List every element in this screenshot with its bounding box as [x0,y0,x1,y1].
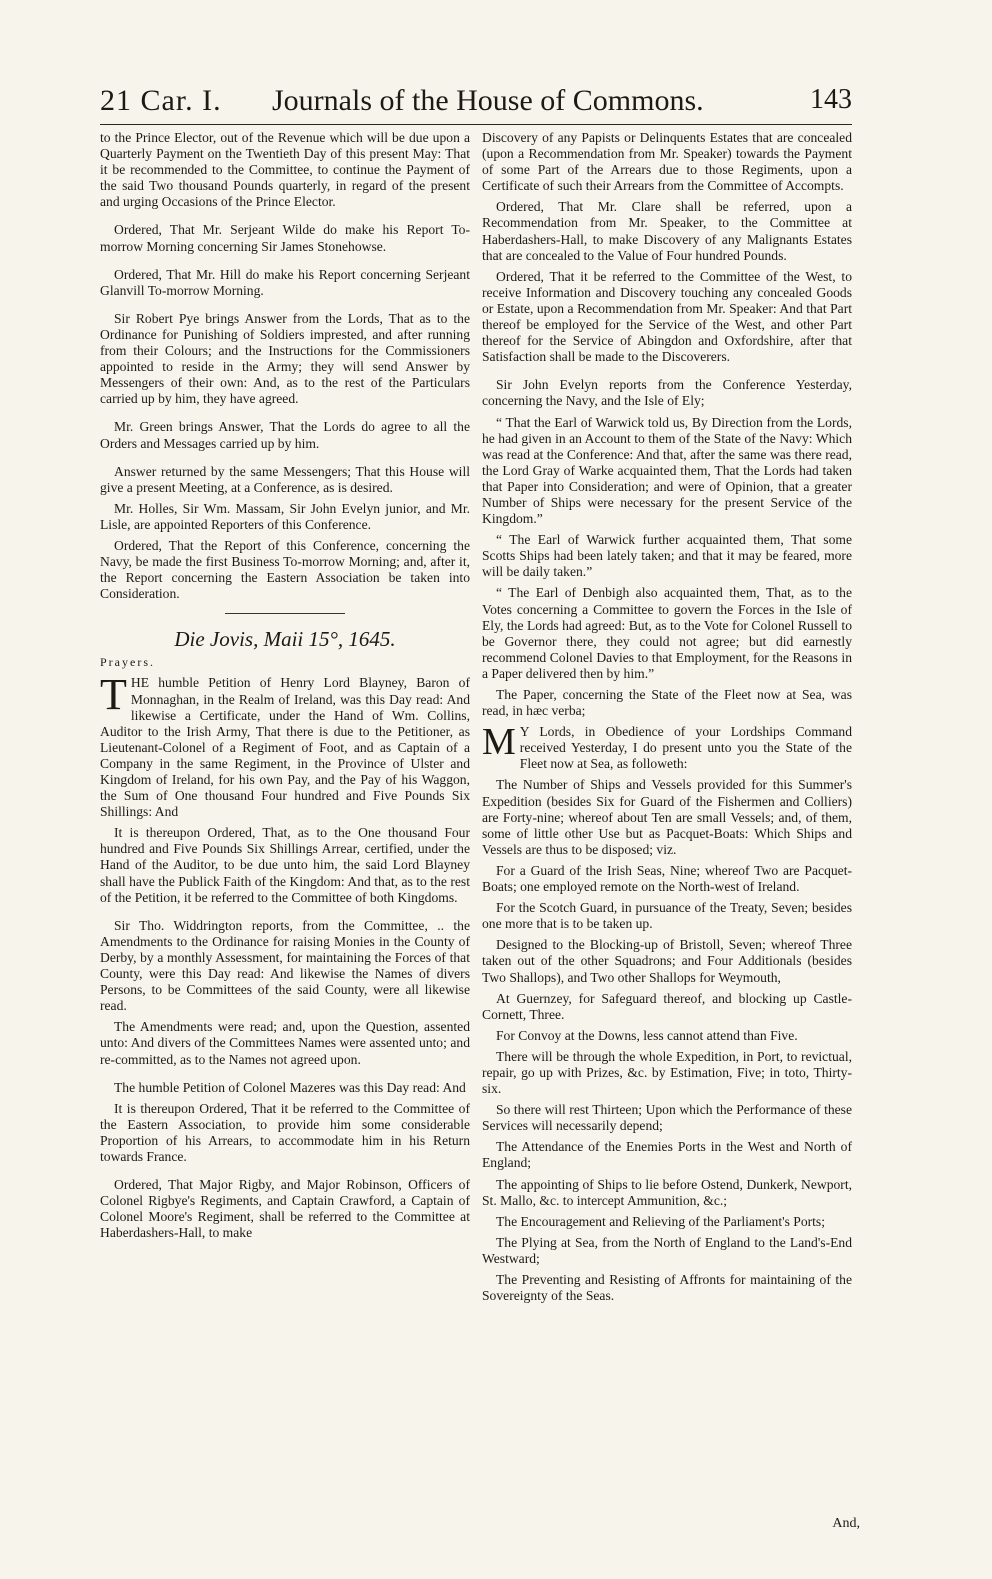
paragraph: The Plying at Sea, from the North of England to the Land's-End Westward; [482,1234,852,1266]
paragraph: to the Prince Elector, out of the Revenue which will be due upon a Quarterly Payment on the Twentieth Day of this present May: That it be recommended to the Committee, to continue the Payment of the said Two thousand Pounds quarterly, in regard of the present and urging Occasions of the Prince Elector. [100,130,470,210]
paragraph: Designed to the Blocking-up of Bristoll, Seven; whereof Three taken out of the other Squadrons; and Four Additionals (besides Two Shallops), and Two other Shallops for Weymouth, [482,937,852,985]
regnal-year: 21 Car. I. [100,84,222,117]
paragraph: The Encouragement and Relieving of the Parliament's Ports; [496,1213,825,1229]
paragraph: The Attendance of the Enemies Ports in the West and North of England; [482,1139,852,1171]
paragraph: Ordered, That Mr. Clare shall be referred, upon a Recommendation from Mr. Speaker, to the Committee at Haberdashers-Hall, to make Discovery of any Malignants Estates that are concealed to the Value of Four hundred Pounds. [482,199,852,263]
paragraph: “ The Earl of Warwick further acquainted them, That some Scotts Ships had been lately taken; and that it may be feared, more will be daily taken.” [482,532,852,580]
paragraph: For a Guard of the Irish Seas, Nine; whereof Two are Pacquet-Boats; one employed remote on the North-west of Ireland. [482,862,852,895]
paragraph: The appointing of Ships to lie before Ostend, Dunkerk, Newport, St. Mallo, &c. to intercept Ammunition, &c.; [482,1176,852,1208]
paragraph-text: Y Lords, in Obedience of your Lordships Command received Yesterday, I do present unto you the State of the Fleet now at Sea, as followeth: [519,724,852,772]
paragraph: It is thereupon Ordered, That it be referred to the Committee of the Eastern Association, to provide him some considerable Proportion of his Arrears, to accommodate him in his Return towards France. [100,1100,470,1164]
paragraph: Sir Tho. Widdrington reports, from the Committee, .. the Amendments to the Ordinance for raising Monies in the County of Derby, by a monthly Assessment, for maintaining the Forces of that County, were this Day read: And likewise the Names of divers Persons, to be Committees of the said County, were all likewise read. [100,917,470,1014]
paragraph: It is thereupon Ordered, That, as to the One thousand Four hundred and Five Pounds Six Shillings Arrear, certified, under the Hand of the Auditor, to be due unto him, the said Lord Blayney shall have the Publick Faith of the Kingdom: And that, as to the rest of the Petition, it be referred to the Committee of both Kingdoms. [100,825,470,905]
paragraph: The Paper, concerning the State of the Fleet now at Sea, was read, in hæc verba; [482,687,852,719]
left-column [100,130,470,1246]
paragraph [100,670,470,820]
paragraph: “ That the Earl of Warwick told us, By Direction from the Lords, he had given in an Account to them of the State of the Navy: Which was read at the Conference: And that, after the same was there read, the Lord Gray of Warke acquainted them, That the Lords had taken that Paper into Consideration; and were of Opinion, that a greater Number of Ships were necessary for the present Service of the Kingdom.” [482,414,852,527]
paragraph: The Amendments were read; and, upon the Question, assented unto: And divers of the Committees Names were assented unto; and re-committed, as to the Names not agreed upon. [100,1019,470,1067]
paragraph: Ordered, That Mr. Serjeant Wilde do make his Report To-morrow Morning concerning Sir James Stonehowse. [100,222,470,254]
paragraph: Ordered, That Major Rigby, and Major Robinson, Officers of Colonel Rigbye's Regiments, and Captain Crawford, a Captain of Colonel Moore's Regiment, shall be referred to the Committee at Haberdashers-Hall, to make [100,1177,470,1241]
paragraph: Discovery of any Papists or Delinquents Estates that are concealed (upon a Recommendation from Mr. Speaker) towards the Payment of some Part of the Arrears due to those Regiments, upon a Certificate of such their Arrears from the Committee of Accompts. [482,130,852,194]
paragraph [482,721,852,772]
paragraph: Mr. Green brings Answer, That the Lords do agree to all the Orders and Messages carried up by him. [100,419,470,451]
prayers-label: Prayers. [100,655,155,670]
paragraph-text: HE humble Petition of Henry Lord Blayney, Baron of Monnaghan, in the Realm of Ireland, was this Day read: And likewise a Certificate, under the Hand of Wm. Collins, Auditor to the Irish Army, That there is due to the Petitioner, as Lieutenant-Colonel of a Regiment of Foot, and as Captain of a Company in the same Regiment, in the Province of Ulster and Kingdom of Ireland, for his own Pay, and the Pay of his Waggon, the Sum of One thousand Four hundred and Five Pounds Six Shillings: And [100,675,470,820]
paragraph: For Convoy at the Downs, less cannot attend than Five. [496,1027,798,1043]
paragraph: Ordered, That the Report of this Conference, concerning the Navy, be made the first Business To-morrow Morning; and, after it, the Report concerning the Eastern Association be taken into Consideration. [100,537,470,602]
catchword: And, [832,1516,860,1531]
paragraph: The Preventing and Resisting of Affronts for maintaining of the Sovereignty of the Seas. [482,1272,852,1304]
section-divider [225,613,345,614]
page-header [100,80,852,125]
paragraph: Answer returned by the same Messengers; That this House will give a present Meeting, at a Conference, as is desired. [100,463,470,495]
paragraph: Ordered, That Mr. Hill do make his Report concerning Serjeant Glanvill To-morrow Morning. [100,266,470,298]
right-column [482,130,852,1309]
paragraph: Sir John Evelyn reports from the Conference Yesterday, concerning the Navy, and the Isle of Ely; [482,377,852,409]
paragraph: Ordered, That it be referred to the Committee of the West, to receive Information and Discovery touching any concealed Goods or Estate, upon a Recommendation from Mr. Speaker: And that Part thereof be employed for the Service of the West, and other Part thereof for the Service of Abingdon and Oxfordshire, after that Satisfaction shall be made to the Discoverers. [482,268,852,365]
date-heading: Die Jovis, Maii 15°, 1645. [174,627,396,652]
paragraph: At Guernzey, for Safeguard thereof, and blocking up Castle-Cornett, Three. [482,990,852,1022]
drop-cap: T [100,670,127,720]
paragraph: So there will rest Thirteen; Upon which the Performance of these Services will necessarily depend; [482,1102,852,1134]
journal-title: Journals of the House of Commons. [272,84,704,117]
paragraph: The humble Petition of Colonel Mazeres was this Day read: And [114,1079,466,1095]
paragraph: Sir Robert Pye brings Answer from the Lords, That as to the Ordinance for Punishing of Soldiers imprested, and after running from their Colours; and the Instructions for the Commissioners appointed to reside in the Army; they will send Answer by Messengers of their own: And, as to the rest of the Particulars carried up by him, they have agreed. [100,310,470,407]
paragraph: There will be through the whole Expedition, in Port, to revictual, repair, go up with Prizes, &c. by Estimation, Five; in toto, Thirty-six. [482,1048,852,1097]
paragraph: Mr. Holles, Sir Wm. Massam, Sir John Evelyn junior, and Mr. Lisle, are appointed Reporters of this Conference. [100,500,470,532]
page-number: 143 [810,84,852,115]
paragraph: The Number of Ships and Vessels provided for this Summer's Expedition (besides Six for Guard of the Fishermen and Colliers) are Forty-nine; whereof about Ten are small Vessels; and, of them, some of little other Use but as Pacquet-Boats: Which Ships and Vessels are thus to be disposed; viz. [482,777,852,857]
drop-cap: M [482,721,516,764]
paragraph: For the Scotch Guard, in pursuance of the Treaty, Seven; besides one more that is to be taken up. [482,900,852,932]
paragraph: “ The Earl of Denbigh also acquainted them, That, as to the Votes concerning a Committee to govern the Forces in the Isle of Ely, the Lords had agreed: But, as to the Vote for Colonel Russell to be Governor there, they could not agree; but did earnestly recommend Colonel Davies to that Employment, for the Reasons in a Paper delivered then by him.” [482,585,852,681]
